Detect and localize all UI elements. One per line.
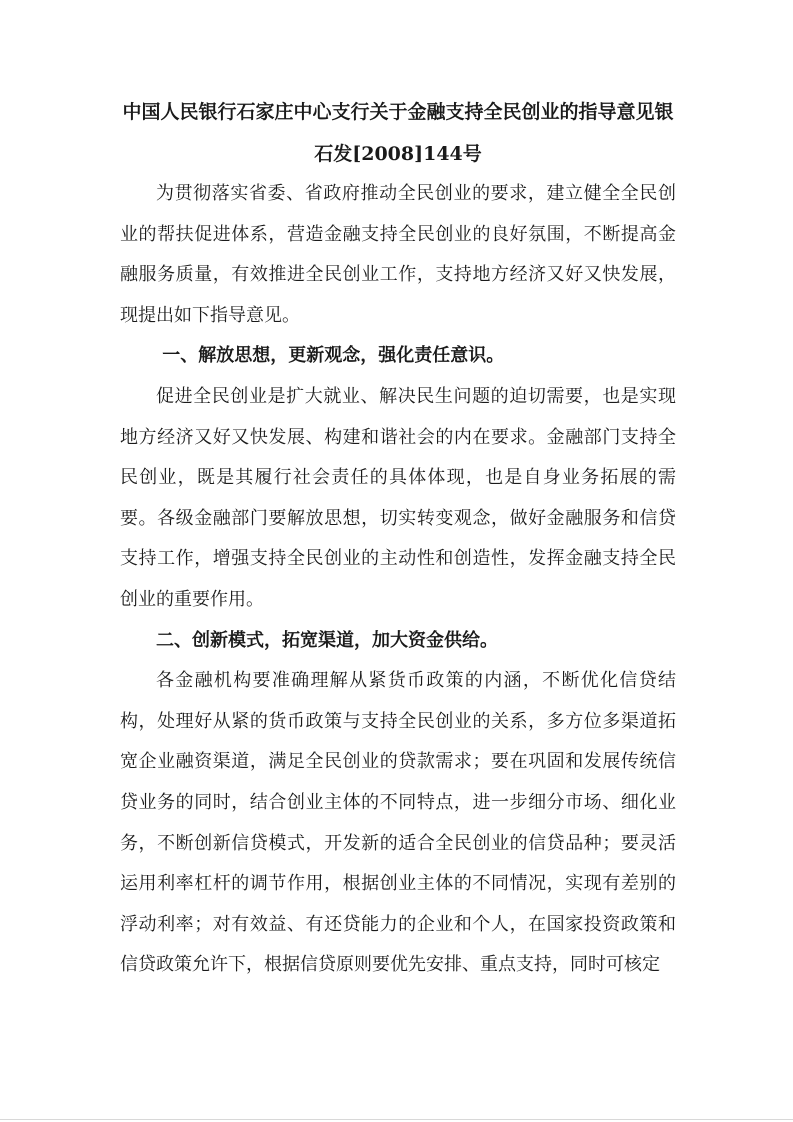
document-number: 石发[2008]144号 (314, 143, 482, 165)
document-body (120, 92, 676, 986)
section-2-paragraph: 各金融机构要准确理解从紧货币政策的内涵，不断优化信贷结构，处理好从紧的货币政策与支持全民创业的关系，多方位多渠道拓宽企业融资渠道，满足全民创业的贷款需求；要在巩固和发展传统信贷业务的同时，结合创业主体的不同特点，进一步细分市场、细化业务，不断创新信贷模式，开发新的适合全民创业的信贷品种；要灵活运用利率杠杆的调节作用，根据创业主体的不同情况，实现有差别的浮动利率；对有效益、有还贷能力的企业和个人，在国家投资政策和信贷政策允许下，根据信贷原则要优先安排、重点支持，同时可核定 (120, 670, 676, 976)
section-1-heading: 一、解放思想，更新观念，强化责任意识。 (162, 345, 505, 367)
page-bottom-edge (0, 1119, 793, 1120)
intro-paragraph: 为贯彻落实省委、省政府推动全民创业的要求，建立健全全民创业的帮扶促进体系，营造金融支持全民创业的良好氛围，不断提高金融服务质量，有效推进全民创业工作，支持地方经济又好又快发展，现提出如下指导意见。 (120, 183, 676, 326)
section-1-paragraph: 促进全民创业是扩大就业、解决民生问题的迫切需要，也是实现地方经济又好又快发展、构建和谐社会的内在要求。金融部门支持全民创业，既是其履行社会责任的具体体现，也是自身业务拓展的需要。各级金融部门要解放思想，切实转变观念，做好金融服务和信贷支持工作，增强支持全民创业的主动性和创造性，发挥金融支持全民创业的重要作用。 (120, 385, 676, 610)
section-2-heading: 二、创新模式，拓宽渠道，加大资金供给。 (156, 629, 498, 651)
document-title: 中国人民银行石家庄中心支行关于金融支持全民创业的指导意见银 (122, 101, 674, 123)
